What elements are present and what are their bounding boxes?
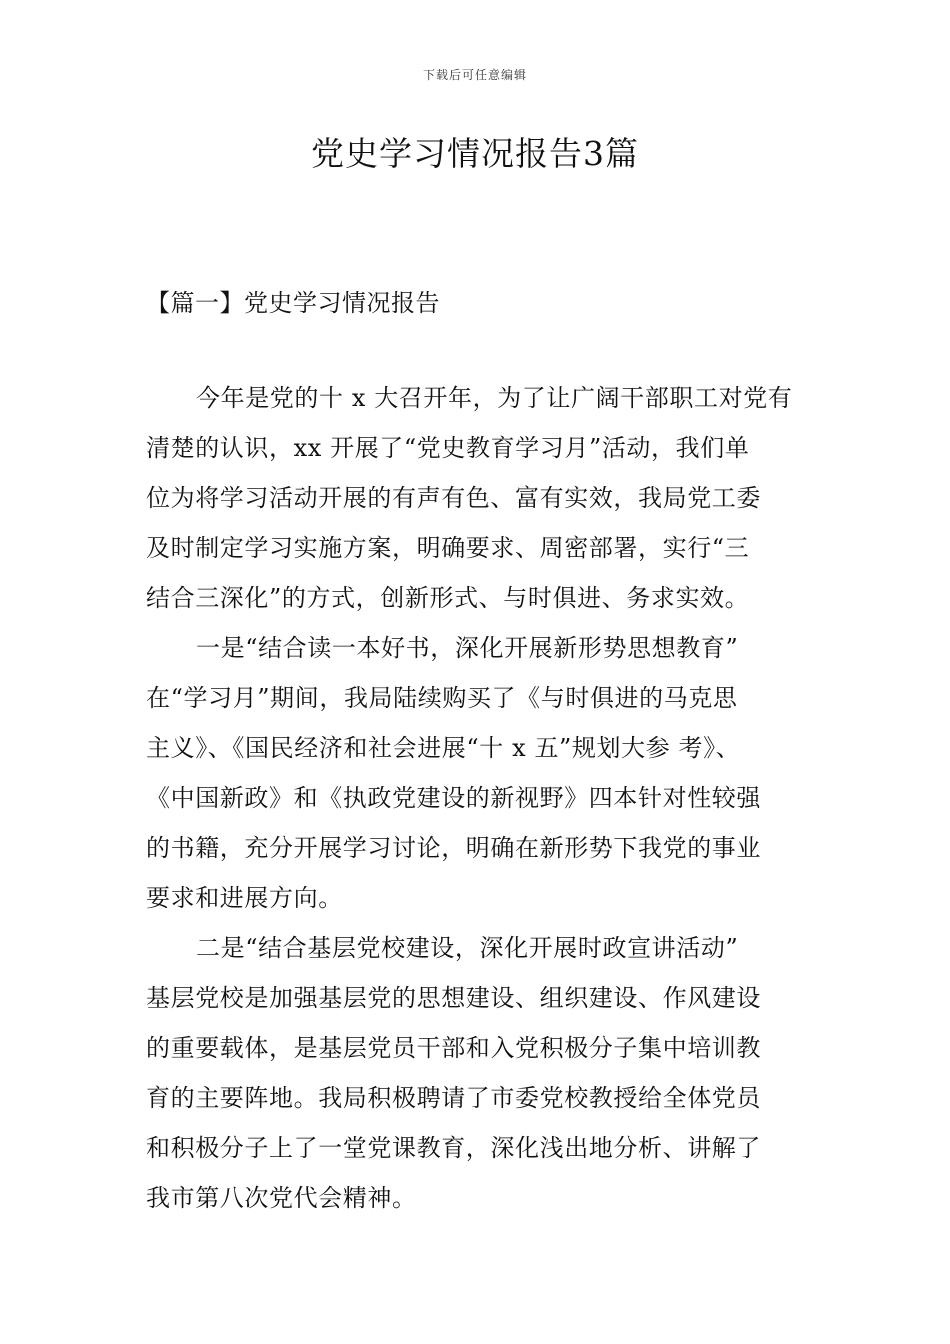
- paragraph-line: 育的主要阵地。我局积极聘请了市委党校教授给全体党员: [146, 1084, 761, 1112]
- paragraph-line: 基层党校是加强基层党的思想建设、组织建设、作风建设: [146, 984, 761, 1012]
- document-title: 党史学习情况报告3篇: [311, 134, 639, 173]
- section-heading: 【篇一】党史学习情况报告: [146, 289, 440, 317]
- paragraph-point-one: [146, 623, 826, 923]
- paragraph-line: 主义》、《国民经济和社会进展“十 x 五”规划大参 考》、: [146, 734, 741, 762]
- paragraph-line: 和积极分子上了一堂党课教育，深化浅出地分析、讲解了: [146, 1134, 761, 1162]
- paragraph-line: 及时制定学习实施方案，明确要求、周密部署，实行“三: [146, 534, 750, 562]
- paragraph-line: 今年是党的十 x 大召开年，为了让广阔干部职工对党有: [196, 384, 793, 412]
- paragraph-line: 要求和进展方向。: [146, 884, 343, 912]
- paragraph-intro: [146, 373, 826, 623]
- paragraph-line: 清楚的认识，xx 开展了“党史教育学习月”活动，我们单: [146, 434, 750, 462]
- header-note: 下载后可任意编辑: [422, 68, 527, 82]
- paragraph-point-two: [146, 923, 826, 1223]
- paragraph-line: 《中国新政》和《执政党建设的新视野》四本针对性较强: [146, 784, 761, 812]
- paragraph-line: 在“学习月”期间，我局陆续购买了《与时俱进的马克思: [146, 684, 738, 712]
- paragraph-line: 我市第八次党代会精神。: [146, 1184, 417, 1212]
- paragraph-line: 一是“结合读一本好书，深化开展新形势思想教育”: [196, 634, 739, 662]
- paragraph-line: 的书籍，充分开展学习讨论，明确在新形势下我党的事业: [146, 834, 761, 862]
- paragraph-line: 的重要载体，是基层党员干部和入党积极分子集中培训教: [146, 1034, 761, 1062]
- paragraph-line: 结合三深化”的方式，创新形式、与时俱进、务求实效。: [146, 584, 750, 612]
- paragraph-line: 位为将学习活动开展的有声有色、富有实效，我局党工委: [146, 484, 761, 512]
- paragraph-line: 二是“结合基层党校建设，深化开展时政宣讲活动”: [196, 934, 739, 962]
